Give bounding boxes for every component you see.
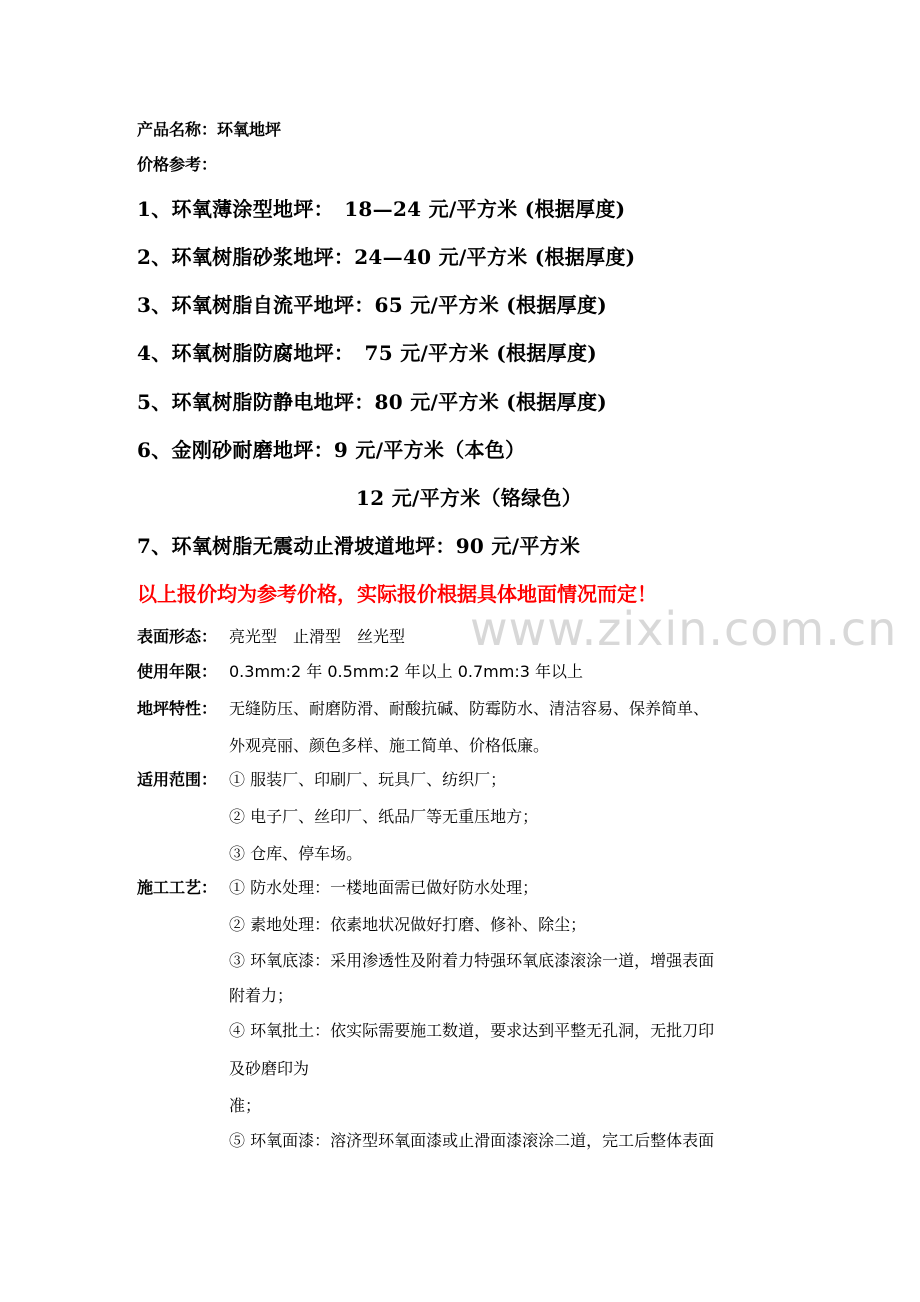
process-line-4: 附着力； — [229, 986, 294, 1005]
surface-label: 表面形态： — [137, 627, 218, 646]
price-item-6-alt: 12 元/平方米（铬绿色） — [356, 486, 582, 510]
scope-line-3: ③ 仓库、停车场。 — [229, 844, 363, 863]
price-item-7: 7、环氧树脂无震动止滑坡道地坪：90 元/平方米 — [137, 534, 581, 558]
surface-value: 亮光型 止滑型 丝光型 — [229, 627, 406, 646]
price-item-6: 6、金刚砂耐磨地坪：9 元/平方米（本色） — [137, 438, 526, 462]
price-item-4: 4、环氧树脂防腐地坪： 75 元/平方米 (根据厚度) — [137, 341, 598, 365]
reference-price-note: 以上报价均为参考价格，实际报价根据具体地面情况而定！ — [137, 582, 657, 606]
product-name: 产品名称：环氧地坪 — [137, 120, 282, 139]
process-line-5: ④ 环氧批土：依实际需要施工数道，要求达到平整无孔洞，无批刀印 — [229, 1021, 715, 1040]
price-item-3: 3、环氧树脂自流平地坪：65 元/平方米 (根据厚度) — [137, 293, 608, 317]
process-line-1: ① 防水处理：一楼地面需已做好防水处理； — [229, 878, 539, 897]
scope-label: 适用范围： — [137, 770, 218, 789]
price-item-1: 1、环氧薄涂型地坪： 18—24 元/平方米 (根据厚度) — [137, 197, 626, 221]
price-reference-heading: 价格参考： — [137, 155, 218, 174]
process-line-7: 准； — [229, 1096, 262, 1115]
watermark: www.zixin.com.cn — [470, 602, 898, 656]
process-line-3: ③ 环氧底漆：采用渗透性及附着力特强环氧底漆滚涂一道，增强表面 — [229, 951, 715, 970]
process-line-2: ② 素地处理：依素地状况做好打磨、修补、除尘； — [229, 915, 587, 934]
process-line-8: ⑤ 环氧面漆：溶济型环氧面漆或止滑面漆滚涂二道，完工后整体表面 — [229, 1131, 715, 1150]
price-item-5: 5、环氧树脂防静电地坪：80 元/平方米 (根据厚度) — [137, 390, 608, 414]
price-item-2: 2、环氧树脂砂浆地坪：24—40 元/平方米 (根据厚度) — [137, 245, 636, 269]
lifespan-label: 使用年限： — [137, 662, 218, 681]
features-line-1: 无缝防压、耐磨防滑、耐酸抗碱、防霉防水、清洁容易、保养简单、 — [229, 699, 710, 718]
features-label: 地坪特性： — [137, 699, 218, 718]
process-label: 施工工艺： — [137, 878, 218, 897]
scope-line-2: ② 电子厂、丝印厂、纸品厂等无重压地方； — [229, 807, 539, 826]
process-line-6: 及砂磨印为 — [229, 1059, 310, 1078]
features-line-2: 外观亮丽、颜色多样、施工简单、价格低廉。 — [229, 736, 550, 755]
lifespan-value: 0.3mm:2 年 0.5mm:2 年以上 0.7mm:3 年以上 — [229, 662, 583, 681]
scope-line-1: ① 服装厂、印刷厂、玩具厂、纺织厂； — [229, 770, 507, 789]
